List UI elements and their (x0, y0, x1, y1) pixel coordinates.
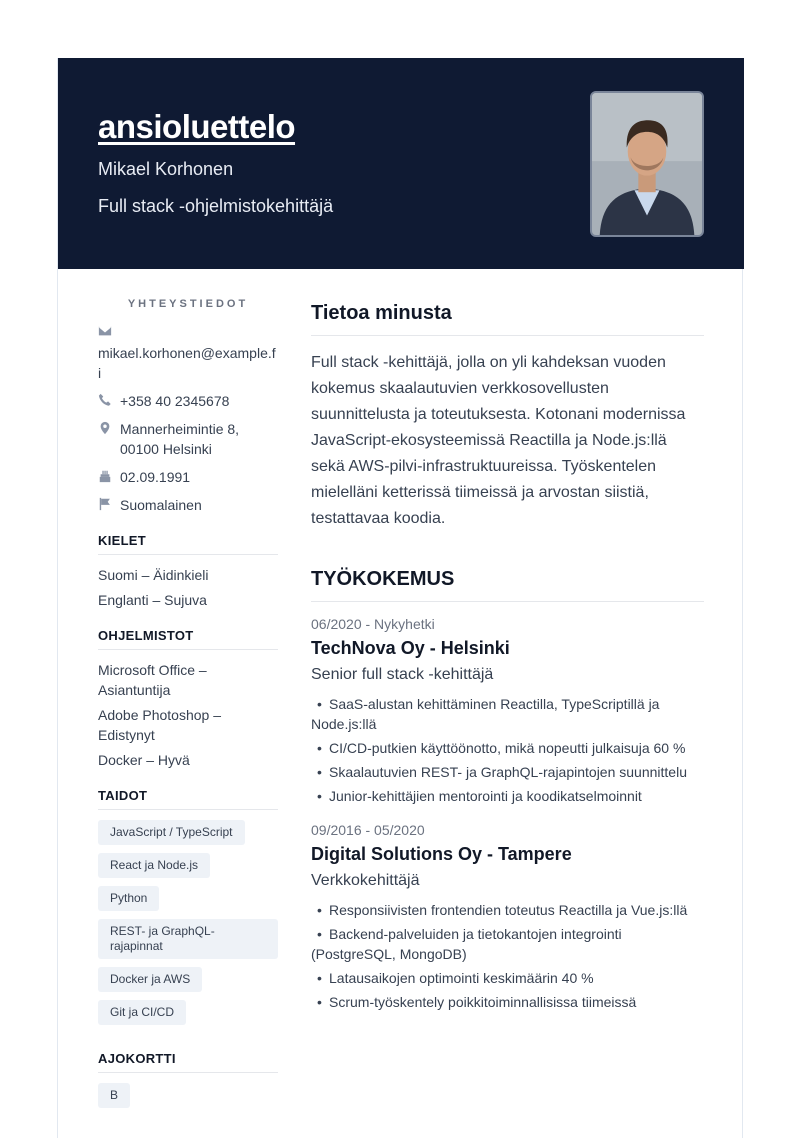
job-bullets (311, 694, 704, 806)
job-title: Verkkokehittäjä (311, 872, 420, 889)
license-chip: B (98, 1083, 130, 1108)
job-bullet: • Junior-kehittäjien mentorointi ja koodikatselmoinnit (317, 788, 642, 804)
document-title: ansioluettelo (98, 108, 296, 145)
resume-header (58, 58, 744, 269)
nationality-text: Suomalainen (120, 497, 202, 513)
job-company: TechNova Oy - Helsinki (311, 638, 510, 658)
skills-heading: TAIDOT (98, 788, 278, 810)
software-item: Adobe Photoshop – Edistynyt (98, 707, 221, 743)
contact-address (98, 419, 278, 459)
right-column (311, 302, 704, 1028)
software-heading: OHJELMISTOT (98, 628, 278, 650)
software-item: Docker – Hyvä (98, 752, 190, 768)
job-bullet: • Responsiivisten frontendien toteutus Reactilla ja Vue.js:llä (317, 902, 688, 918)
job-company: Digital Solutions Oy - Tampere (311, 844, 572, 864)
software-item: Microsoft Office – Asiantuntija (98, 662, 207, 698)
job-date: 09/2016 - 05/2020 (311, 822, 425, 838)
skill-chip: React ja Node.js (98, 853, 210, 878)
flag-icon (98, 495, 114, 515)
license-heading: AJOKORTTI (98, 1051, 278, 1073)
contact-phone (98, 391, 278, 411)
contact-birthdate (98, 467, 278, 487)
person-role: Full stack -ohjelmistokehittäjä (98, 196, 334, 216)
skill-chip: Git ja CI/CD (98, 1000, 186, 1025)
job-bullet: • Latausaikojen optimointi keskimäärin 40 % (317, 970, 594, 986)
skills-section (98, 788, 278, 1033)
envelope-icon (98, 322, 114, 342)
job-bullet: • Skaalautuvien REST- ja GraphQL-rajapintojen suunnittelu (317, 764, 687, 780)
contact-email (98, 322, 278, 383)
language-item: Suomi – Äidinkieli (98, 567, 209, 583)
job-entry (311, 822, 704, 1012)
birthday-cake-icon (98, 467, 114, 487)
contact-nationality (98, 495, 278, 515)
work-heading: TYÖKOKEMUS (311, 568, 704, 602)
address-text: Mannerheimintie 8, 00100 Helsinki (120, 421, 240, 457)
software-section (98, 628, 278, 770)
job-bullet: • Scrum-työskentely poikkitoiminnallisissa tiimeissä (317, 994, 637, 1010)
email-text: mikael.korhonen@example.fi (98, 345, 276, 381)
license-section (98, 1051, 278, 1116)
phone-icon (98, 391, 114, 411)
job-title: Senior full stack -kehittäjä (311, 666, 494, 683)
job-date: 06/2020 - Nykyhetki (311, 616, 435, 632)
job-entry (311, 616, 704, 806)
skill-chip: JavaScript / TypeScript (98, 820, 245, 845)
map-pin-icon (98, 419, 114, 459)
person-name: Mikael Korhonen (98, 159, 234, 179)
about-heading: Tietoa minusta (311, 302, 704, 336)
job-bullet: • SaaS-alustan kehittäminen Reactilla, TypeScriptillä ja Node.js:llä (311, 696, 660, 732)
left-column (98, 298, 278, 1116)
languages-section (98, 533, 278, 610)
phone-text: +358 40 2345678 (120, 393, 230, 409)
job-bullets (311, 900, 704, 1012)
work-section (311, 568, 704, 1012)
job-bullet: • Backend-palveluiden ja tietokantojen integrointi (PostgreSQL, MongoDB) (311, 926, 622, 962)
resume-page (57, 58, 743, 1138)
languages-heading: KIELET (98, 533, 278, 555)
skill-chip: Python (98, 886, 159, 911)
skill-chip: Docker ja AWS (98, 967, 202, 992)
job-bullet: • CI/CD-putkien käyttöönotto, mikä nopeutti julkaisuja 60 % (317, 740, 686, 756)
skill-chip: REST- ja GraphQL-rajapinnat (98, 919, 278, 959)
birthdate-text: 02.09.1991 (120, 469, 191, 485)
language-item: Englanti – Sujuva (98, 592, 207, 608)
profile-photo (590, 91, 704, 237)
about-text: Full stack -kehittäjä, jolla on yli kahdeksan vuoden kokemus skaalautuvien verkkosovellusten suunnittelusta ja toteutuksesta. Kotonani modernissa JavaScript-ekosysteemissä Reactilla ja Node.js:llä sekä AWS-pilvi-infrastruktuureissa. Työskentelen mielelläni ketterissä tiimeissä ja arvostan siistiä, testattavaa koodia. (311, 354, 686, 527)
contact-heading: YHTEYSTIEDOT (127, 298, 249, 310)
